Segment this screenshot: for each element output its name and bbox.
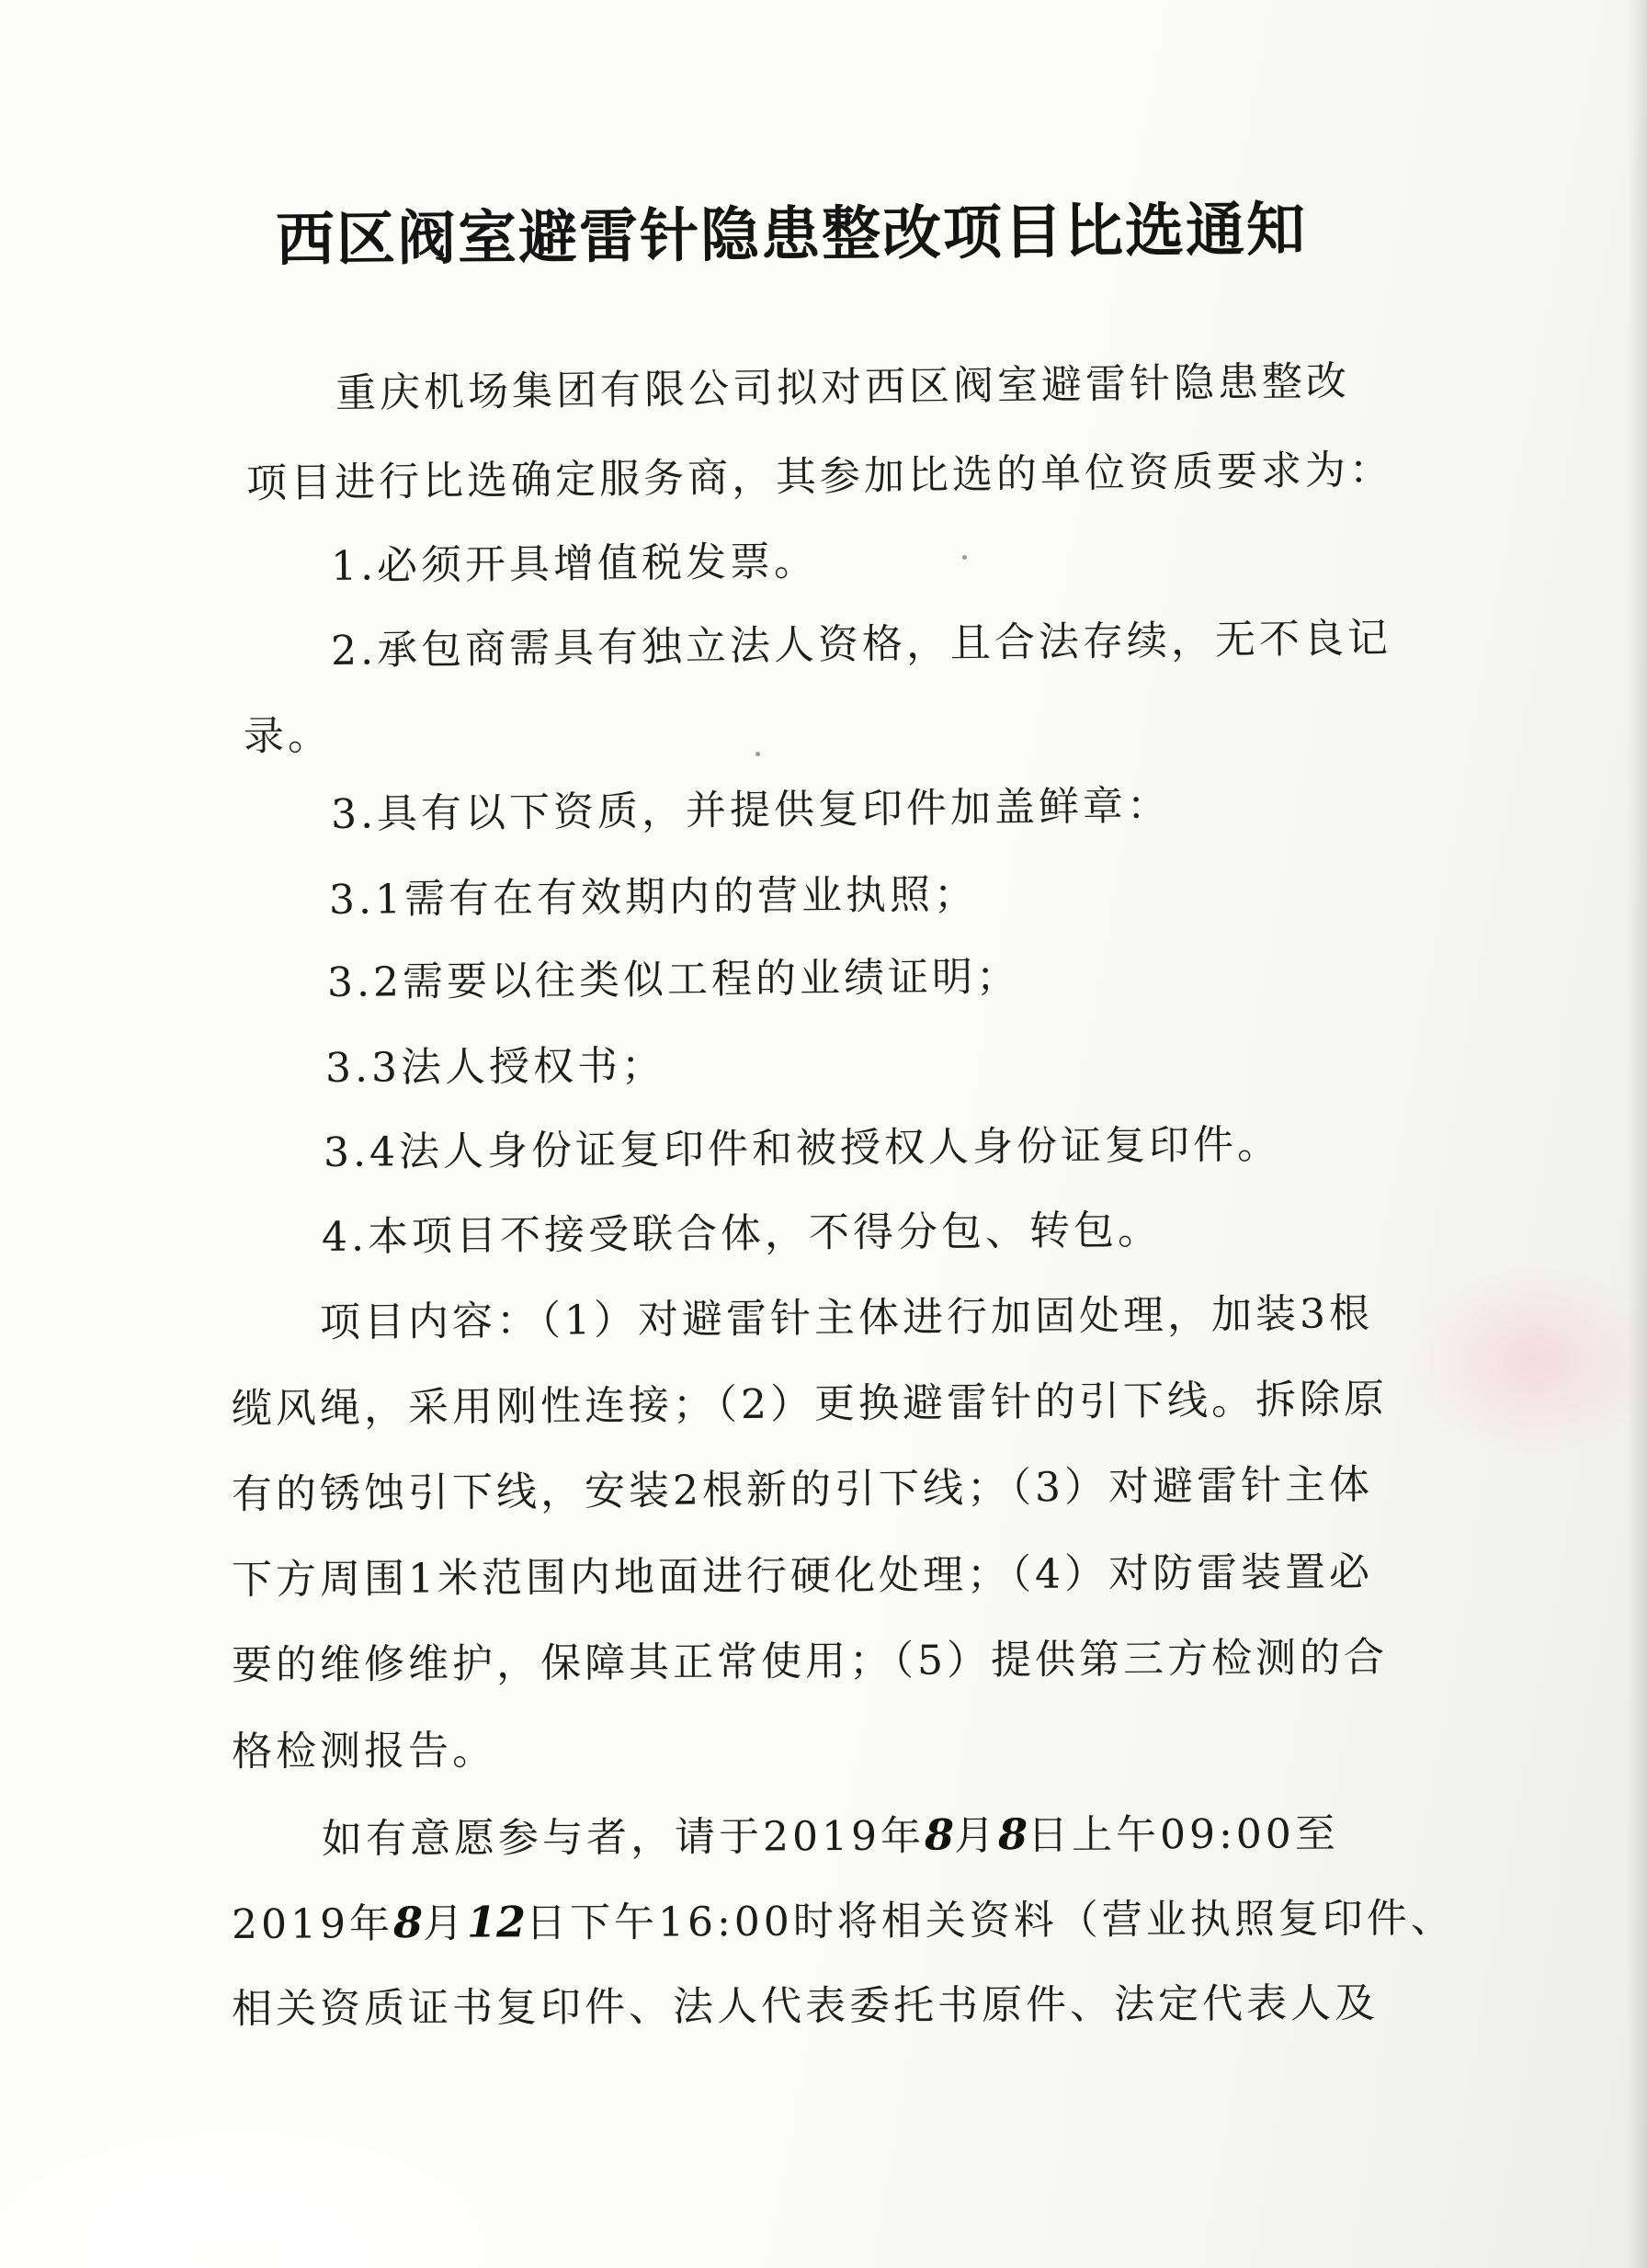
handwritten-day: 8 <box>997 1809 1028 1860</box>
submission-text: 日下午16:00时将相关资料（营业执照复印件、 <box>525 1895 1455 1947</box>
requirement-2-line-1: 2.承包商需具有独立法人资格，且合法存续，无不良记 <box>330 614 1392 675</box>
document-title: 西区阀室避雷针隐患整改项目比选通知 <box>275 195 1308 275</box>
content-line-5: 要的维修维护，保障其正常使用；（5）提供第三方检测的合 <box>231 1634 1389 1689</box>
requirement-3-1: 3.1需有在有效期内的营业执照； <box>328 870 979 924</box>
requirement-3: 3.具有以下资质，并提供复印件加盖鲜章： <box>330 782 1172 838</box>
requirement-3-2: 3.2需要以往类似工程的业绩证明； <box>326 953 1021 1006</box>
content-line-3: 有的锈蚀引下线，安装2根新的引下线；（3）对避雷针主体 <box>231 1461 1374 1518</box>
requirement-3-3: 3.3法人授权书； <box>324 1042 666 1092</box>
requirement-4: 4.本项目不接受联合体，不得分包、转包。 <box>321 1207 1163 1261</box>
requirement-2-line-2: 录。 <box>243 712 333 760</box>
light-glare <box>1415 1268 1647 1452</box>
handwritten-month: 8 <box>392 1897 424 1948</box>
submission-line-2 <box>232 1885 1455 1950</box>
requirement-3-4: 3.4法人身份证复印件和被授权人身份证复印件。 <box>323 1120 1282 1176</box>
content-line-4: 下方周围1米范围内地面进行硬化处理；（4）对防雷装置必 <box>231 1548 1374 1604</box>
handwritten-month: 8 <box>924 1809 955 1860</box>
submission-line-1 <box>322 1800 1339 1865</box>
submission-text: 2019年 <box>231 1900 394 1948</box>
content-line-1: 项目内容：（1）对避雷针主体进行加固处理，加装3根 <box>319 1290 1374 1346</box>
requirement-1: 1.必须开具增值税发票。 <box>330 538 819 590</box>
content-line-2: 缆风绳，采用刚性连接；（2）更换避雷针的引下线。拆除原 <box>231 1376 1389 1433</box>
handwritten-day: 12 <box>466 1897 527 1947</box>
speck-mark <box>755 752 760 756</box>
submission-text: 月 <box>953 1812 999 1860</box>
light-glare-bottom <box>0 2084 588 2268</box>
submission-text: 月 <box>422 1899 468 1947</box>
submission-line-3: 相关资质证书复印件、法人代表委托书原件、法定代表人及 <box>231 1979 1380 2033</box>
speck-mark <box>962 555 967 560</box>
content-line-6: 格检测报告。 <box>231 1727 497 1775</box>
intro-line-2: 项目进行比选确定服务商，其参加比选的单位资质要求为： <box>245 446 1394 507</box>
submission-text: 日上午09:00至 <box>1027 1810 1339 1859</box>
submission-text: 如有意愿参与者，请于2019年 <box>321 1812 926 1863</box>
page-edge-shadow <box>1627 0 1647 2268</box>
intro-line-1: 重庆机场集团有限公司拟对西区阀室避雷针隐患整改 <box>335 357 1351 417</box>
